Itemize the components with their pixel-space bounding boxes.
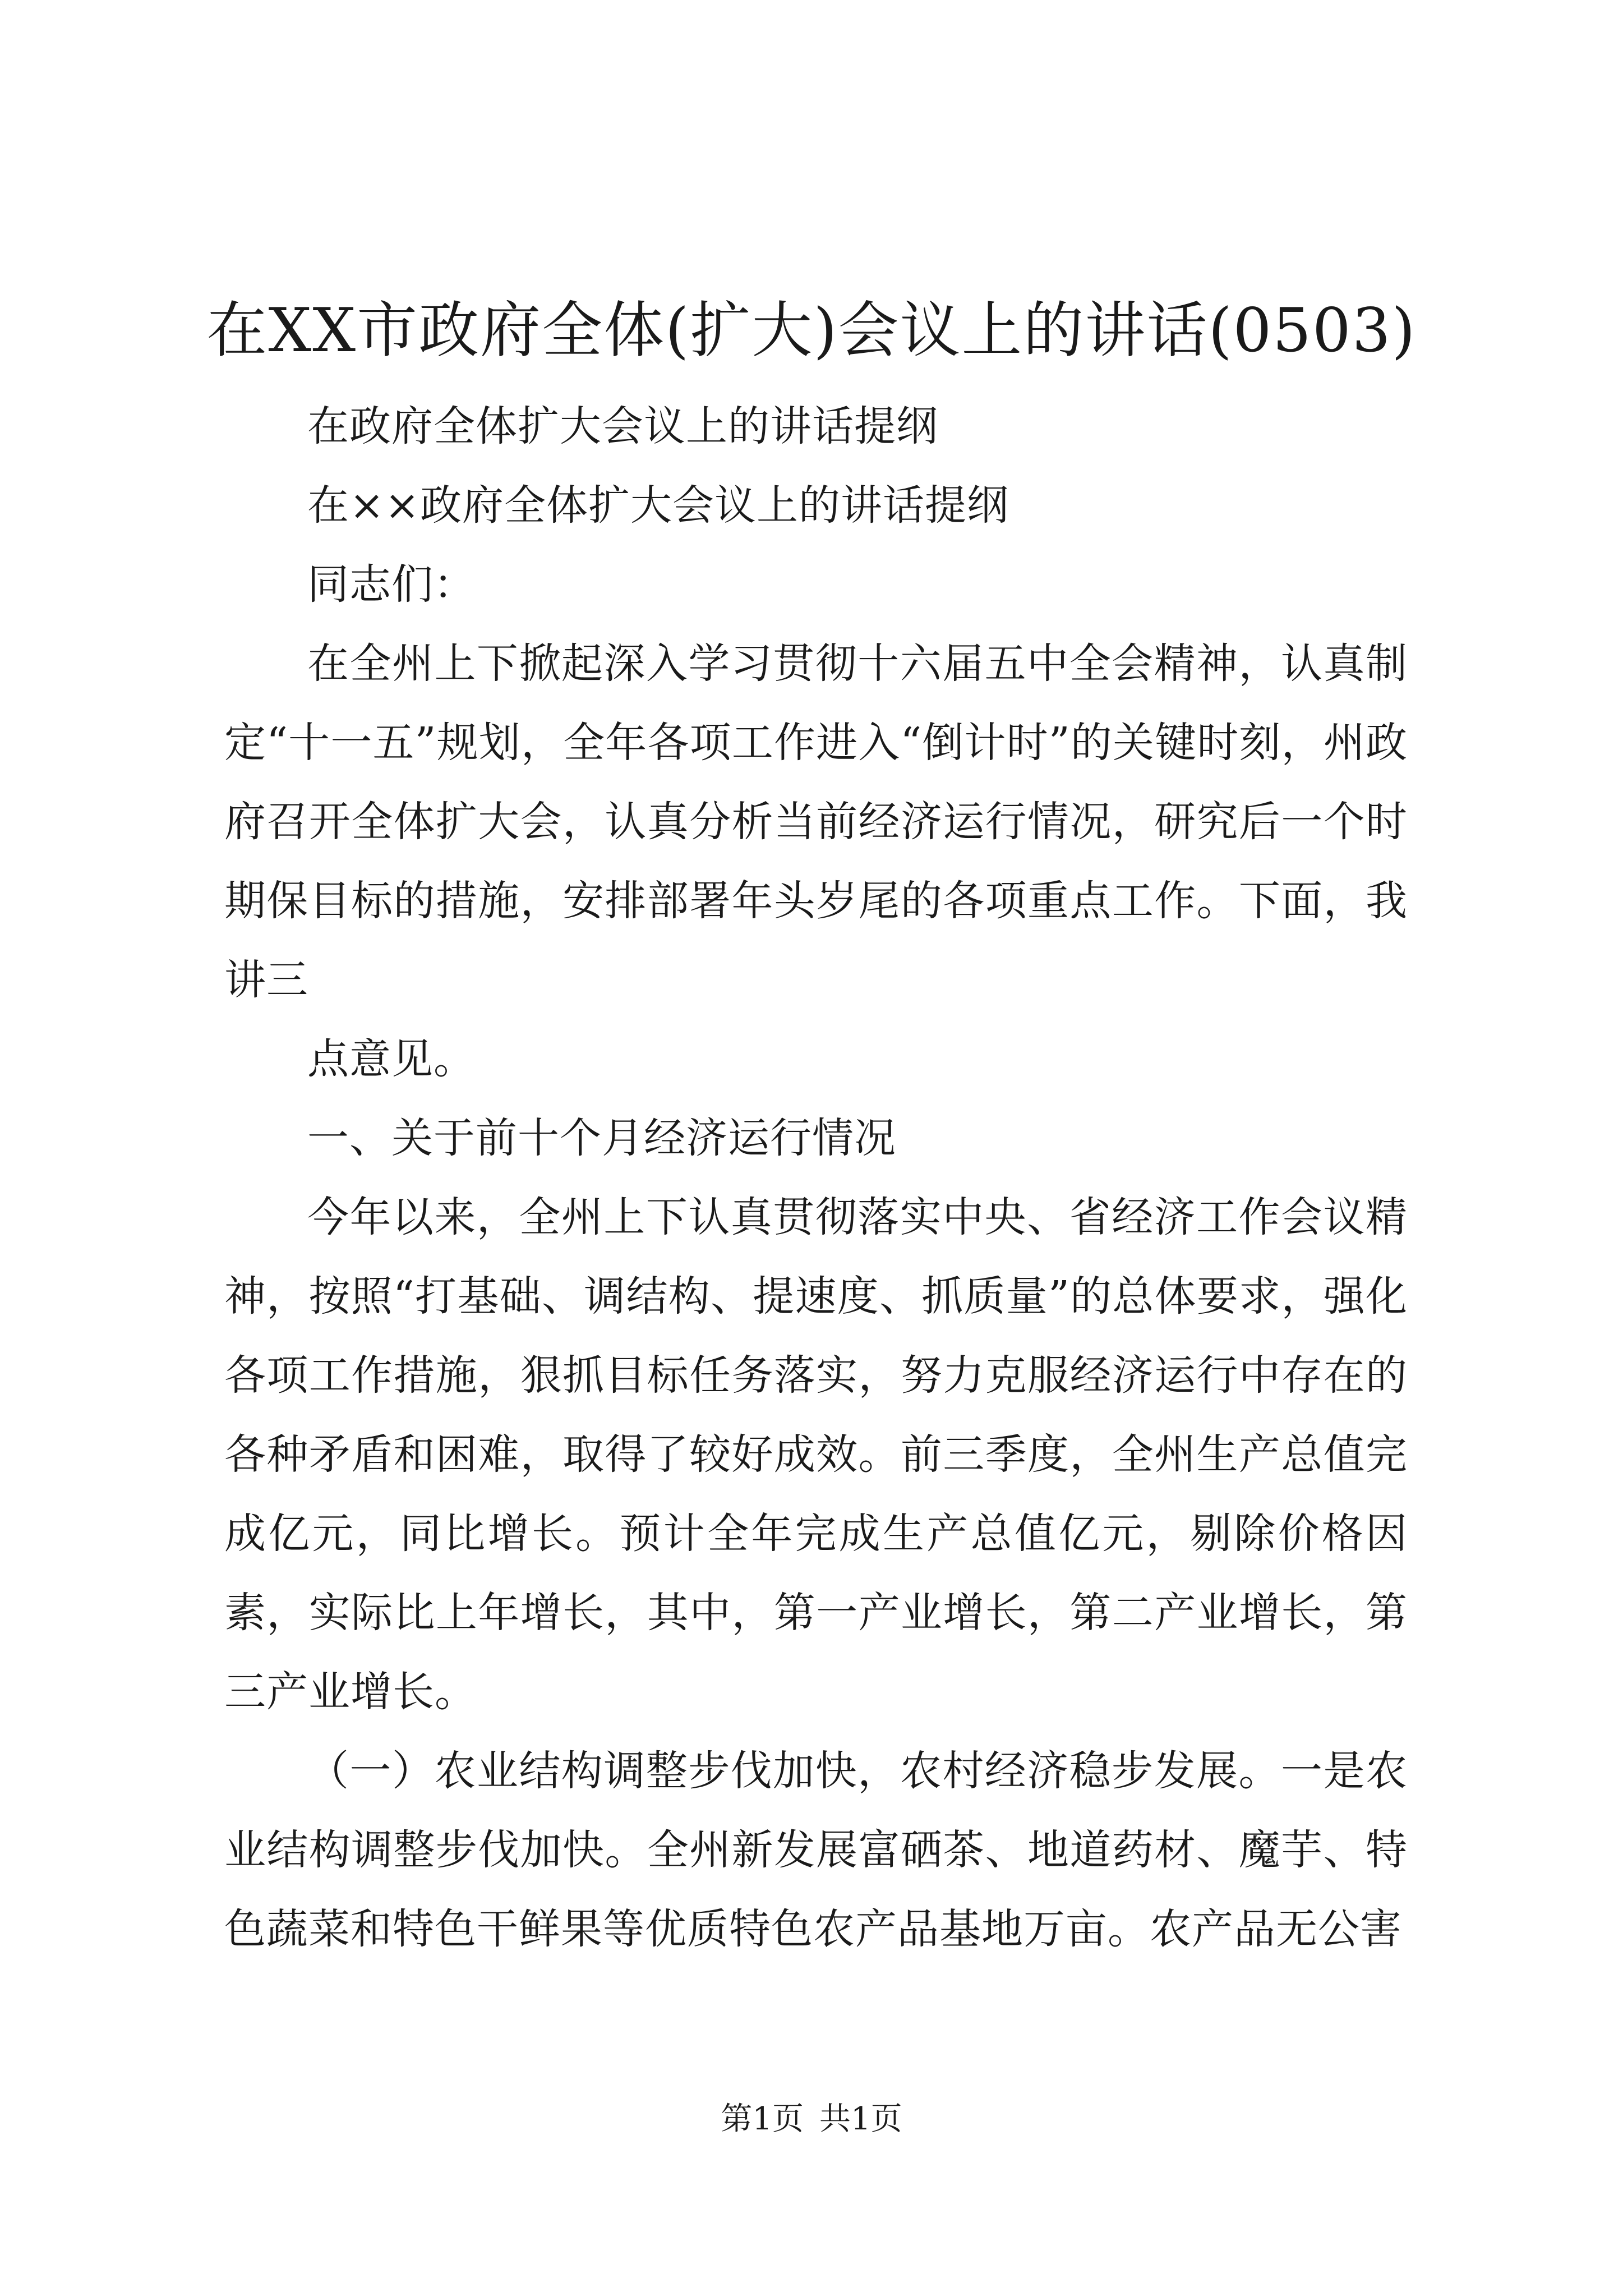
paragraph-intro: 在全州上下掀起深入学习贯彻十六届五中全会精神，认真制定“十一五”规划，全年各项工作进入“倒计时”的关键时刻，州政府召开全体扩大会，认真分析当前经济运行情况，研究后一个时期保目标的措施，安排部署年头岁尾的各项重点工作。下面，我讲三: [224, 639, 1408, 1004]
page-total: 共1页: [819, 2101, 902, 2137]
paragraph-outline-title-1: 在政府全体扩大会议上的讲话提纲: [307, 402, 938, 450]
section-heading-1: 一、关于前十个月经济运行情况: [307, 1114, 896, 1162]
document-title: 在XX市政府全体(扩大)会议上的讲话(0503): [206, 296, 1417, 366]
page-footer: [0, 2097, 1623, 2142]
paragraph-economic-overview: 今年以来，全州上下认真贯彻落实中央、省经济工作会议精神，按照“打基础、调结构、提速度、抓质量”的总体要求，强化各项工作措施，狠抓目标任务落实，努力克服经济运行中存在的各种矛盾和困难，取得了较好成效。前三季度，全州生产总值完成亿元，同比增长。预计全年完成生产总值亿元，剔除价格因素，实际比上年增长，其中，第一产业增长，第二产业增长，第三产业增长。: [224, 1193, 1408, 1716]
paragraph-intro-continued: 点意见。: [307, 1035, 476, 1083]
paragraph-salutation: 同志们：: [307, 560, 476, 609]
document-body: [224, 387, 1408, 1969]
page-number: 第1页: [721, 2101, 804, 2137]
paragraph-agriculture: （一）农业结构调整步伐加快，农村经济稳步发展。一是农业结构调整步伐加快。全州新发展富硒茶、地道药材、魔芋、特色蔬菜和特色干鲜果等优质特色农产品基地万亩。农产品无公害: [224, 1747, 1408, 1953]
paragraph-outline-title-2: 在××政府全体扩大会议上的讲话提纲: [307, 481, 1009, 530]
